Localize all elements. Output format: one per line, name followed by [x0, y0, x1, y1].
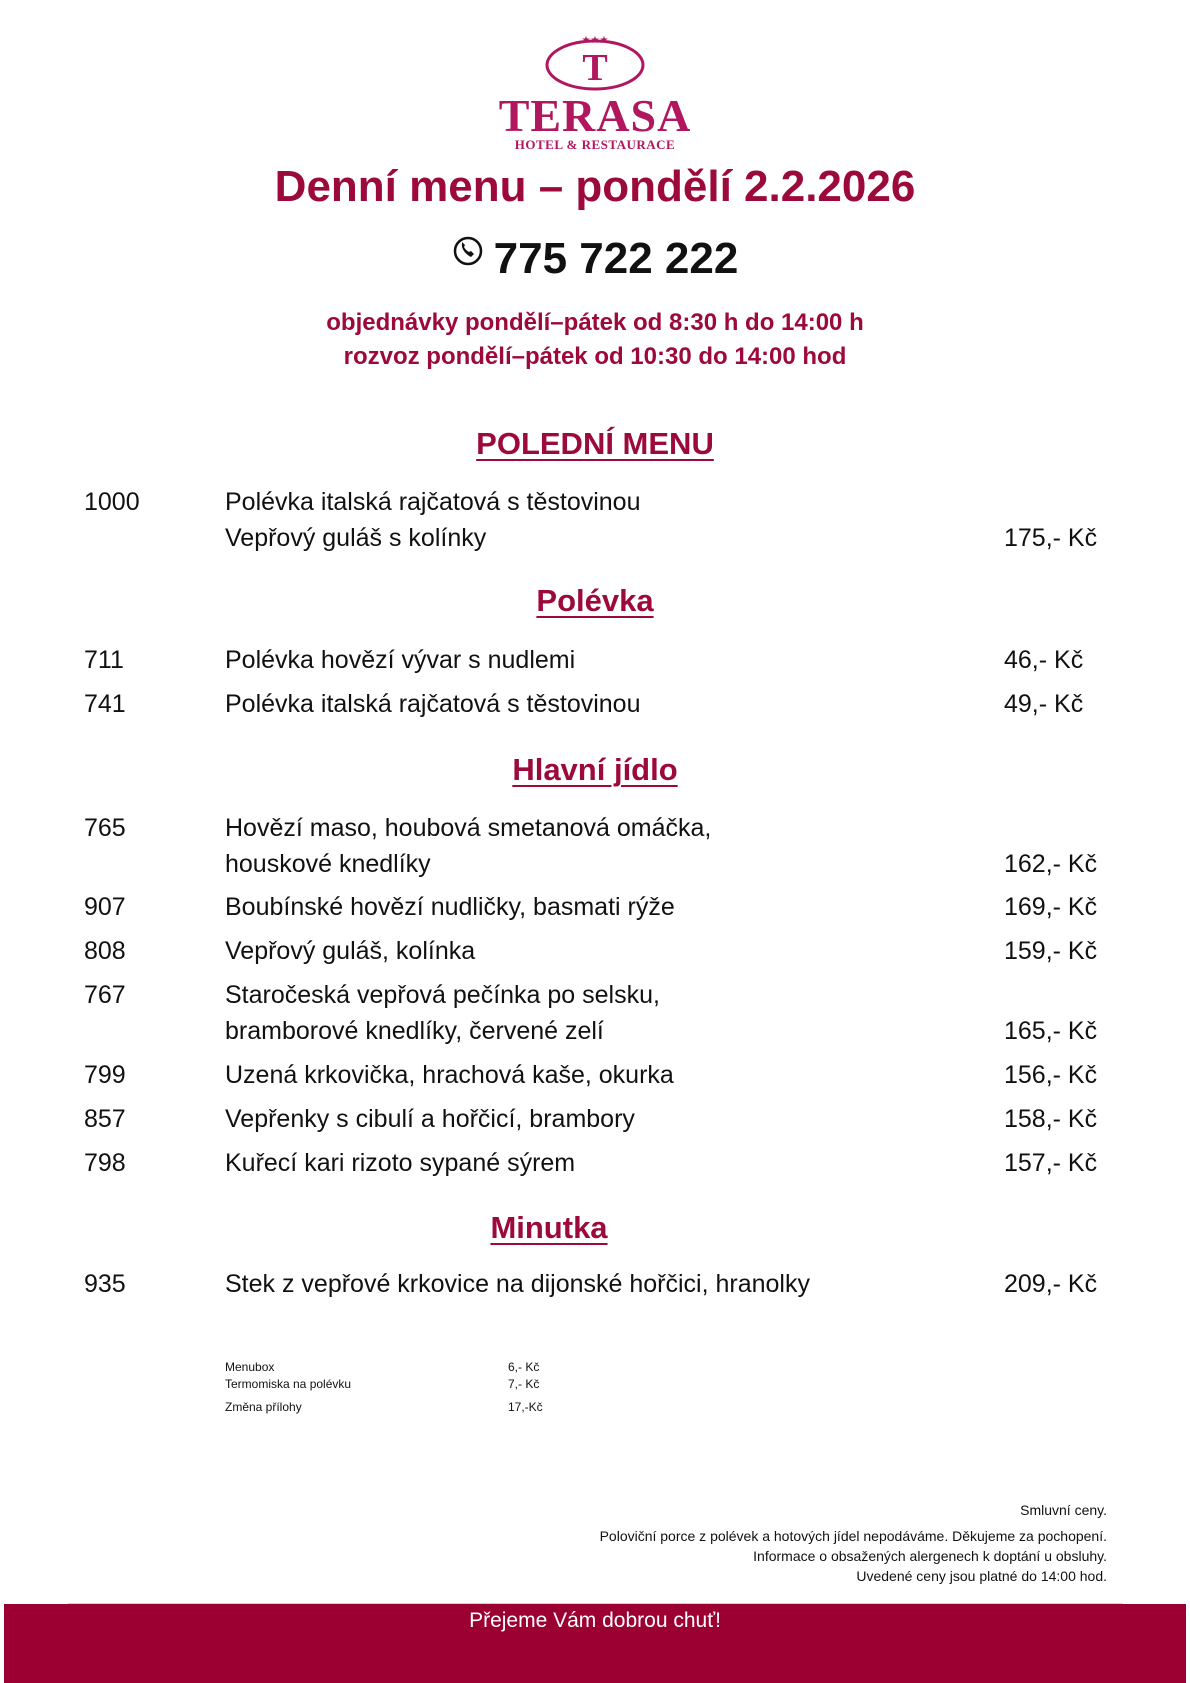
item-code: 935	[84, 1270, 126, 1298]
item-code: 1000	[84, 488, 140, 516]
section-title-main: Hlavní jídlo	[512, 752, 678, 787]
page-title: Denní menu – pondělí 2.2.2026	[274, 162, 916, 211]
note-validity: Uvedené ceny jsou platné do 14:00 hod.	[856, 1568, 1107, 1584]
section-title-soup: Polévka	[536, 583, 654, 618]
item-code: 798	[84, 1149, 126, 1177]
item-code: 767	[84, 981, 126, 1009]
note-allergens: Informace o obsažených alergenech k doptání u obsluhy.	[753, 1548, 1107, 1564]
item-description: Uzená krkovička, hrachová kaše, okurka	[225, 1061, 674, 1089]
item-description: Staročeská vepřová pečínka po selsku, bramborové knedlíky, červené zelí	[225, 981, 660, 1045]
logo	[0, 32, 1190, 152]
extra-label: Změna přílohy	[225, 1400, 302, 1414]
item-description: Hovězí maso, houbová smetanová omáčka, houskové knedlíky	[225, 814, 712, 878]
phone-number[interactable]: 775 722 222	[493, 234, 739, 283]
delivery-hours: rozvoz pondělí–pátek od 10:30 do 14:00 hod	[343, 343, 847, 370]
item-description: Polévka hovězí vývar s nudlemi	[225, 646, 576, 674]
logo-name: TERASA	[498, 90, 692, 141]
item-price: 162,- Kč	[1004, 850, 1098, 878]
item-price: 46,- Kč	[1004, 646, 1084, 674]
item-price: 157,- Kč	[1004, 1149, 1098, 1177]
item-price: 156,- Kč	[1004, 1061, 1098, 1089]
item-description: Polévka italská rajčatová s těstovinou Vepřový guláš s kolínky	[225, 488, 641, 552]
note-half-portions: Poloviční porce z polévek a hotových jídel nepodáváme. Děkujeme za pochopení.	[599, 1528, 1107, 1544]
footer-banner	[4, 1604, 1186, 1683]
item-price: 175,- Kč	[1004, 524, 1098, 552]
logo-emblem	[540, 32, 650, 94]
item-price: 159,- Kč	[1004, 937, 1098, 965]
item-description: Boubínské hovězí nudličky, basmati rýže	[225, 893, 675, 921]
extra-label: Termomiska na polévku	[225, 1377, 352, 1391]
item-price: 49,- Kč	[1004, 690, 1084, 718]
item-code: 857	[84, 1105, 126, 1133]
phone-line	[0, 232, 1190, 288]
extra-label: Menubox	[225, 1360, 275, 1374]
item-description: Vepřenky s cibulí a hořčicí, brambory	[225, 1105, 635, 1133]
item-code: 808	[84, 937, 126, 965]
item-price: 169,- Kč	[1004, 893, 1098, 921]
item-code: 711	[84, 646, 124, 674]
item-code: 799	[84, 1061, 126, 1089]
logo-stars: ★★★	[581, 35, 609, 46]
item-code: 741	[84, 690, 126, 718]
phone-icon	[452, 226, 484, 280]
logo-monogram: T	[582, 47, 608, 89]
item-description: Vepřový guláš, kolínka	[225, 937, 476, 965]
extra-price: 7,- Kč	[508, 1377, 540, 1391]
item-description: Kuřecí kari rizoto sypané sýrem	[225, 1149, 576, 1177]
item-code: 765	[84, 814, 126, 842]
extra-price: 17,-Kč	[508, 1400, 543, 1414]
item-description: Polévka italská rajčatová s těstovinou	[225, 690, 641, 718]
note-contract: Smluvní ceny.	[1020, 1502, 1107, 1518]
item-price: 209,- Kč	[1004, 1270, 1098, 1298]
item-description: Stek z vepřové krkovice na dijonské hořčici, hranolky	[225, 1270, 810, 1298]
orders-hours: objednávky pondělí–pátek od 8:30 h do 14:00 h	[326, 309, 864, 336]
extra-price: 6,- Kč	[508, 1360, 540, 1374]
footer-text: Přejeme Vám dobrou chuť!	[469, 1609, 721, 1632]
section-title-lunch: POLEDNÍ MENU	[476, 426, 714, 461]
item-price: 158,- Kč	[1004, 1105, 1098, 1133]
item-code: 907	[84, 893, 126, 921]
hours	[0, 306, 1190, 374]
footnotes	[600, 1500, 1107, 1586]
logo-subtitle: HOTEL & RESTAURACE	[514, 137, 676, 152]
item-price: 165,- Kč	[1004, 1017, 1098, 1045]
section-title-minutka: Minutka	[490, 1210, 608, 1245]
